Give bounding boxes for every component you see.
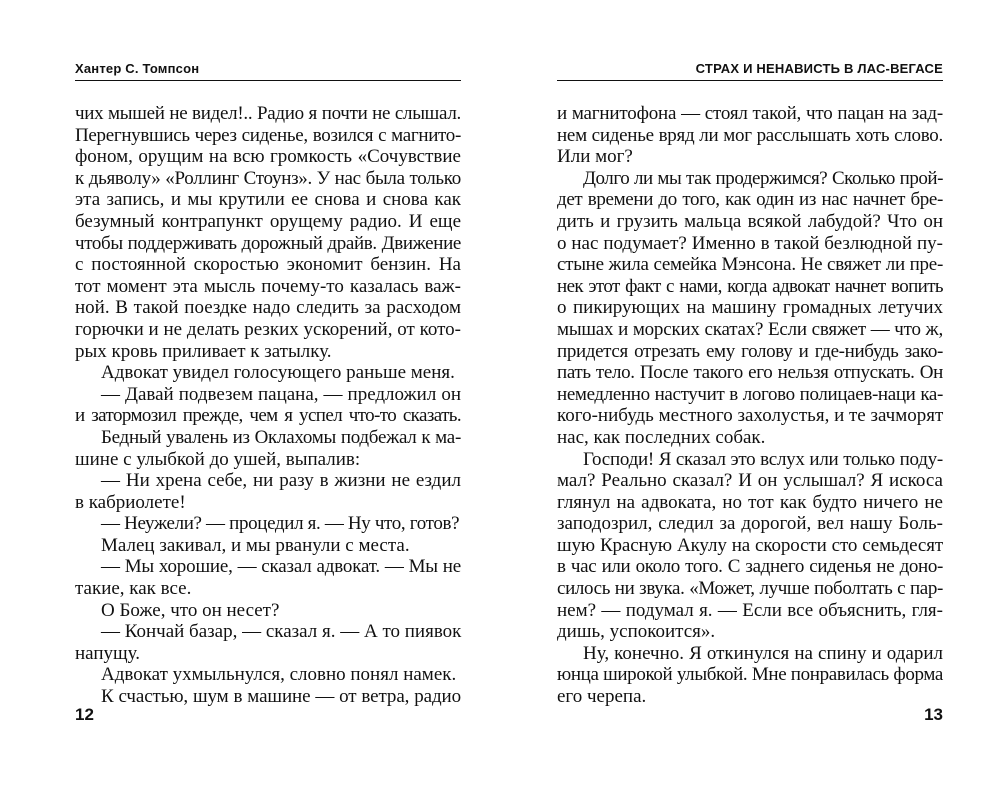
right-page-text [557,103,943,708]
text-line: нем сиденье вряд ли мог расслышать хоть слово. [557,124,943,146]
text-line: Или мог? [557,146,633,168]
text-line: шую Красную Акулу на скорости сто семьдесят [557,534,943,556]
left-page [75,0,461,789]
text-line: фоном, орущим на всю громкость «Сочувствие [75,146,461,168]
text-line: и затормозил прежде, чем я успел что-то сказать. [75,405,461,427]
text-line: его черепа. [557,686,647,708]
text-line: Малец закивал, и мы рванули с места. [101,534,410,556]
running-header-author: Хантер С. Томпсон [75,58,461,81]
text-line: заподозрил, следил за дорогой, вел нашу Боль- [557,513,943,535]
text-line: и магнитофона — стоял такой, что пацан на зад- [557,103,943,124]
page-number-right: 13 [924,705,943,724]
text-line: Адвокат ухмыльнулся, словно понял намек. [101,664,457,686]
text-line: немедленно настучит в логово полицаев-наци ка- [557,383,943,405]
text-line: чтобы поддерживать дорожный драйв. Движение [75,232,461,254]
text-line: — Мы хорошие, — сказал адвокат. — Мы не [101,556,461,578]
text-line: нас, как последних собак. [557,426,766,448]
running-header-title: СТРАХ И НЕНАВИСТЬ В ЛАС-ВЕГАСЕ [557,58,943,81]
text-line: стыне жила семейка Мэнсона. Не свяжет ли пре- [557,254,943,276]
text-line: дет времени до того, как один из нас начнет бре- [557,189,943,211]
text-line: о нас подумает? Именно в такой безлюдной пу- [557,232,943,254]
text-line: — Неужели? — процедил я. — Ну что, готов? [101,513,460,535]
text-line: дить и грузить мальца всякой лабудой? Что он [557,210,943,232]
text-line: Долго ли мы так продержимся? Сколько прой- [583,167,943,189]
text-line: пать тело. После такого его нельзя отпускать. Он [557,362,943,384]
text-line: чих мышей не видел!.. Радио я почти не слышал. [75,103,461,124]
text-line: Адвокат увидел голосующего раньше меня. [101,362,455,384]
text-line: тот момент эта мысль почему-то казалась важ- [75,275,461,297]
text-line: такие, как все. [75,578,192,600]
text-line: Ну, конечно. Я откинулся на спину и одарил [583,642,943,664]
text-line: в кабриолете! [75,491,186,513]
text-line: к дьяволу» «Роллинг Стоунз». У нас была только [75,167,461,189]
text-line: кого-нибудь местного захолустья, и те зачморят [557,405,944,427]
text-line: горючки и не делать резких ускорений, от кото- [75,318,461,340]
text-line: мышах и морских скатах? Если свяжет — что ж, [557,318,943,340]
text-line: нек этот факт с нами, когда адвокат начнет вопить [557,275,943,297]
text-line: безумный контрапункт орущему радио. И еще [75,210,461,232]
text-line: дишь, успокоится». [557,621,716,643]
right-page [557,0,943,789]
text-line: — Ни хрена себе, ни разу в жизни не ездил [101,470,461,492]
text-line: эта запись, и мы крутили ее снова и снова как [75,189,461,211]
page-number-left: 12 [75,705,94,724]
left-page-text [75,103,461,708]
text-line: рых кровь приливает к затылку. [75,340,332,362]
text-line: К счастью, шум в машине — от ветра, радио [101,686,461,708]
text-line: глянул на адвоката, но тот как будто ничего не [557,491,943,513]
text-line: силось ни звука. «Может, лучше поболтать с пар- [557,578,943,600]
text-line: о пикирующих на машину громадных летучих [557,297,943,319]
text-line: нем? — подумал я. — Если все объяснить, гля- [557,599,943,621]
text-line: — Давай подвезем пацана, — предложил он [101,383,461,405]
text-line: Господи! Я сказал это вслух или только поду- [583,448,943,470]
text-line: — Кончай базар, — сказал я. — А то пиявок [101,621,462,643]
text-line: мал? Реально сказал? И он услышал? Я искоса [557,470,943,492]
text-line: шине с улыбкой до ушей, выпалив: [75,448,361,470]
text-line: ной. В такой поездке надо следить за расходом [75,297,461,319]
text-line: О Боже, что он несет? [101,599,280,621]
text-line: юнца широкой улыбкой. Мне понравилась форма [557,664,943,686]
text-line: напущу. [75,642,140,664]
text-line: с постоянной скоростью экономит бензин. На [75,254,461,276]
text-line: придется отрезать ему голову и где-нибудь зако- [557,340,943,362]
text-line: Перегнувшись через сиденье, возился с магнито- [75,124,461,146]
text-line: Бедный увалень из Оклахомы подбежал к ма- [101,426,461,448]
text-line: в час или около того. С заднего сиденья не доно- [557,556,943,578]
